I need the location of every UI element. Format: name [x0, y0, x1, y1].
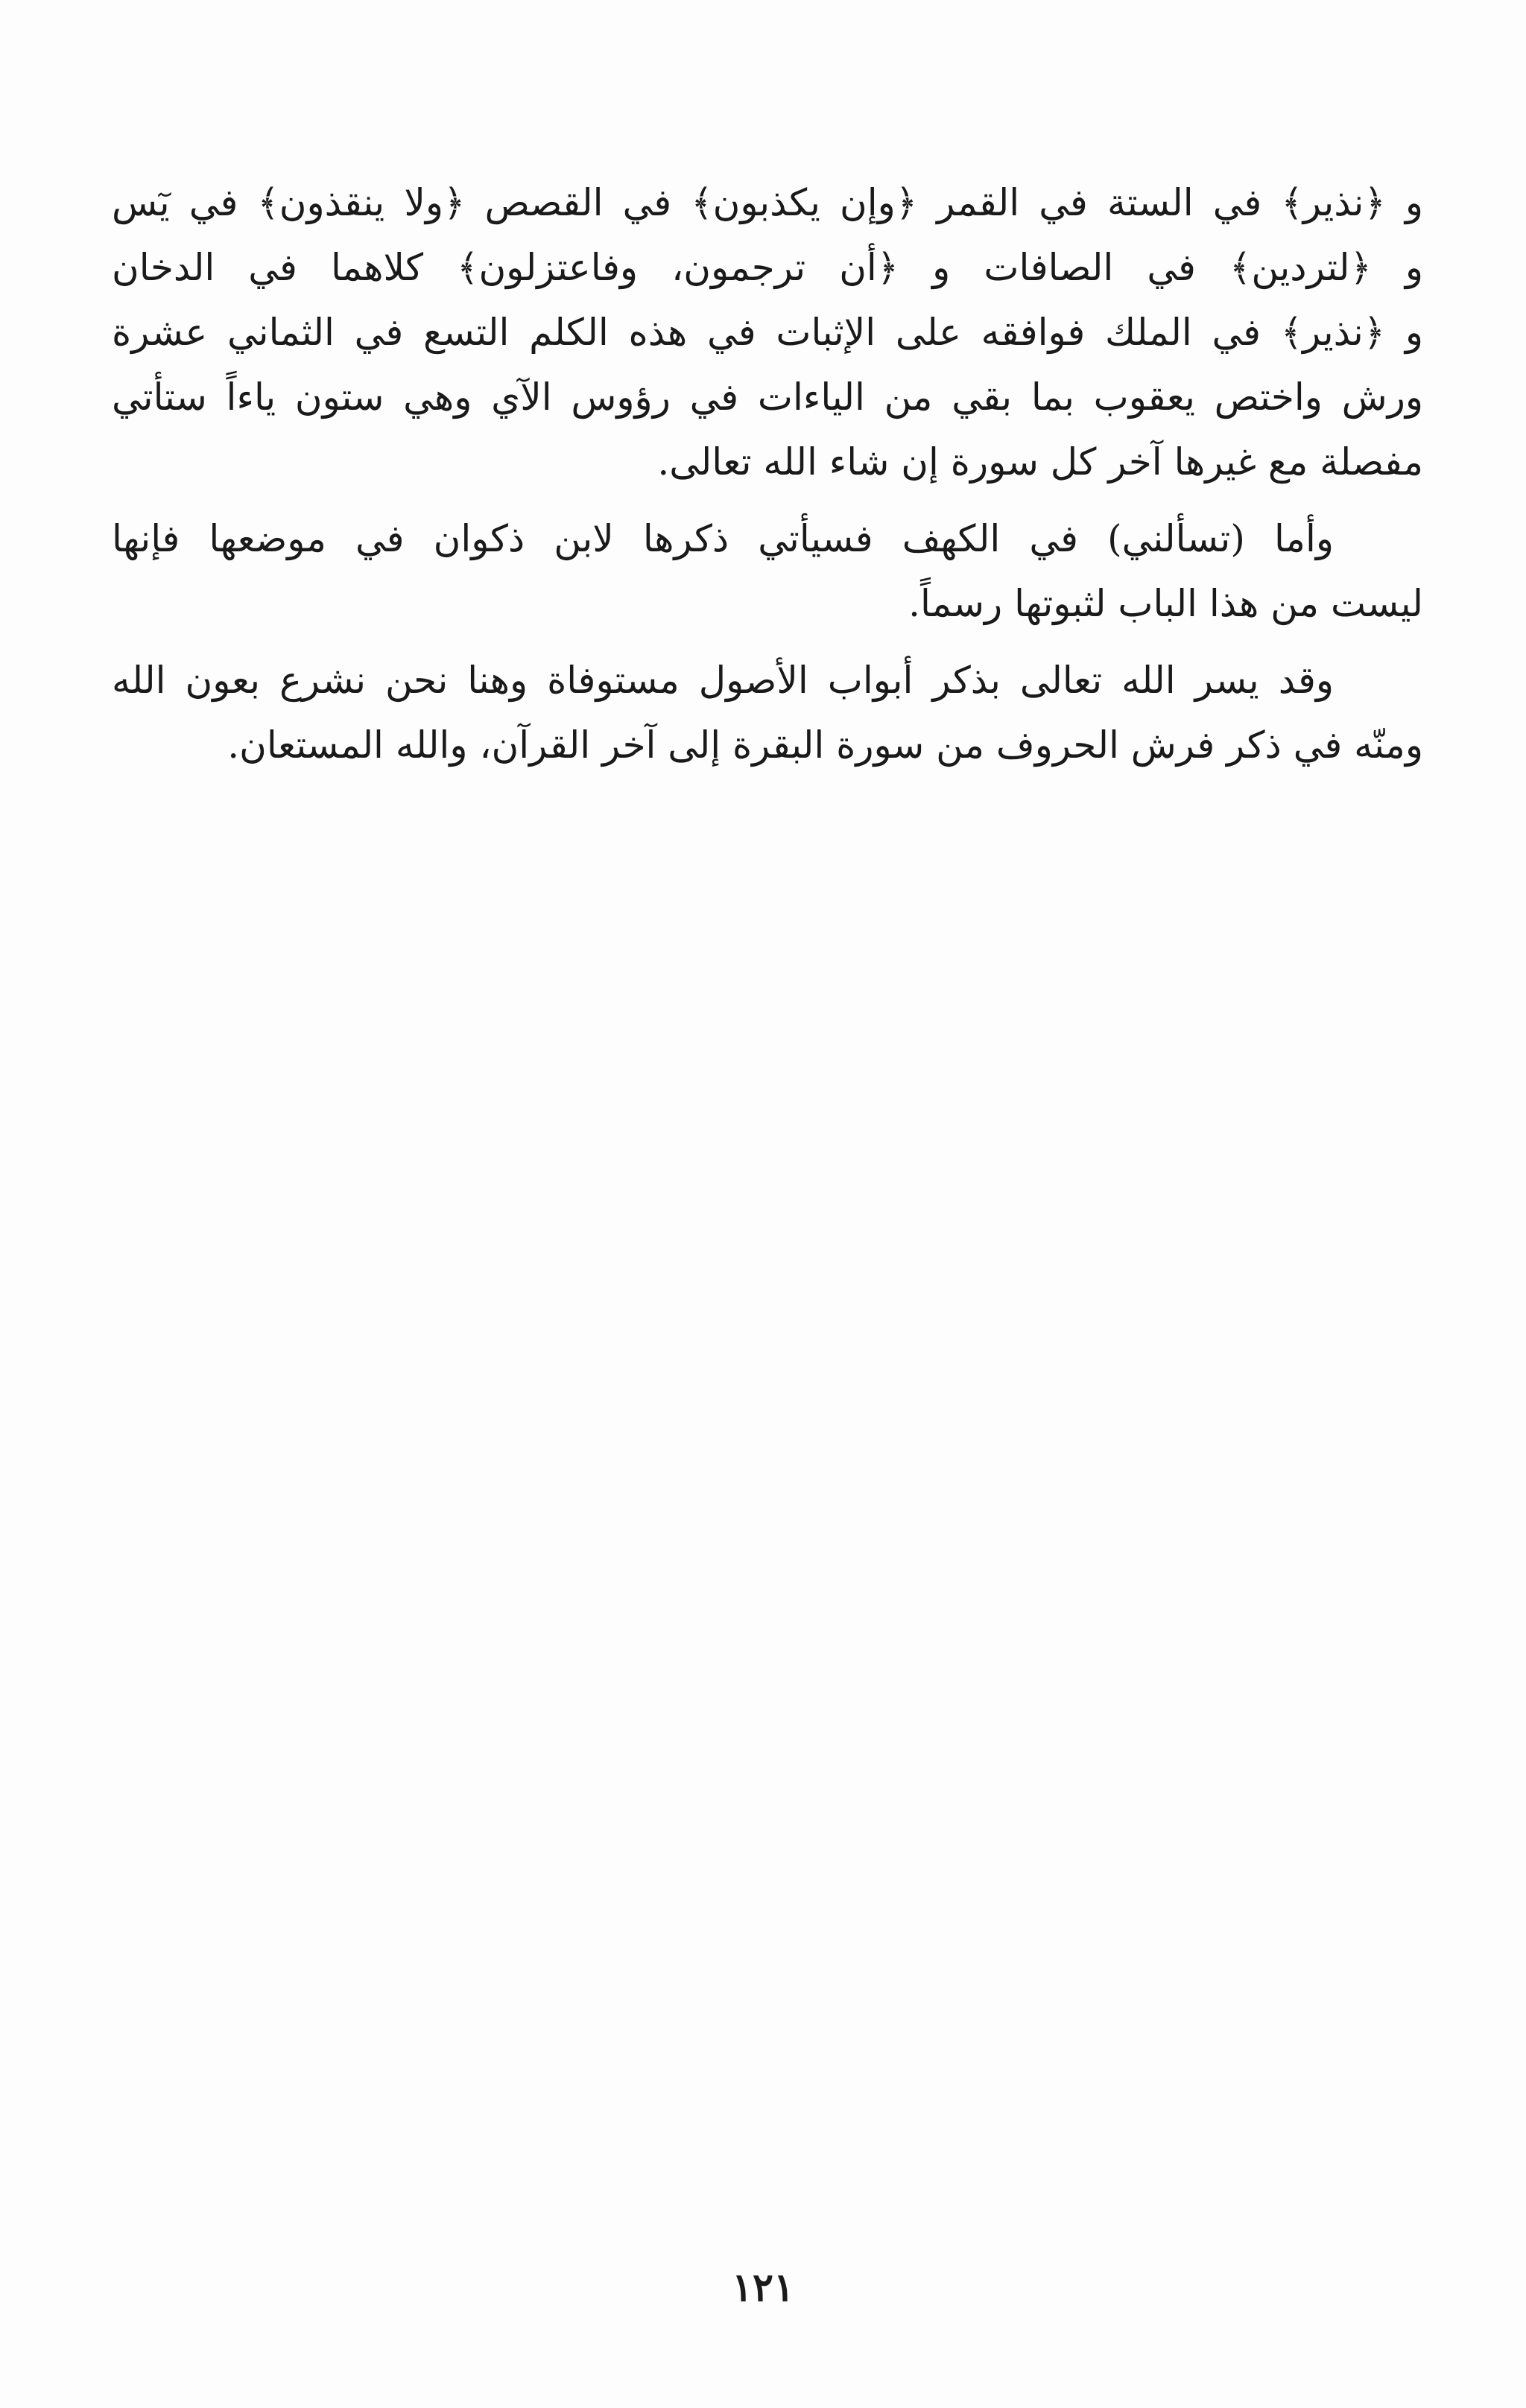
text-line: ومنّه في ذكر فرش الحروف من سورة البقرة إلى آخر القرآن، والله المستعان. — [227, 723, 1423, 767]
text-line: وأما (تسألني) في الكهف فسيأتي ذكرها لابن ذكوان في موضعها فإنها — [112, 517, 1334, 560]
main-text — [112, 179, 1423, 786]
paragraph-gap — [112, 644, 1423, 656]
text-line: ورش واختص يعقوب بما بقي من الياءات في رؤوس الآي وهي ستون ياءاً ستأتي — [112, 376, 1423, 419]
text-line: و ﴿نذير﴾ في الستة في القمر ﴿وإن يكذبون﴾ في القصص ﴿ولا ينقذون﴾ في يٓس — [112, 181, 1423, 224]
text-line: و ﴿لتردين﴾ في الصافات و ﴿أن ترجمون، وفاعتزلون﴾ كلاهما في الدخان — [112, 246, 1423, 289]
text-line: مفصلة مع غيرها آخر كل سورة إن شاء الله تعالى. — [657, 440, 1423, 484]
text-line: ليست من هذا الباب لثبوتها رسماً. — [908, 582, 1423, 625]
page-number: ١٢١ — [732, 2265, 794, 2310]
text-line: و ﴿نذير﴾ في الملك فوافقه على الإثبات في هذه الكلم التسع في الثماني عشرة — [112, 311, 1423, 354]
text-line: وقد يسر الله تعالى بذكر أبواب الأصول مستوفاة وهنا نحن نشرع بعون الله — [112, 659, 1334, 702]
paragraph-gap — [112, 503, 1423, 515]
